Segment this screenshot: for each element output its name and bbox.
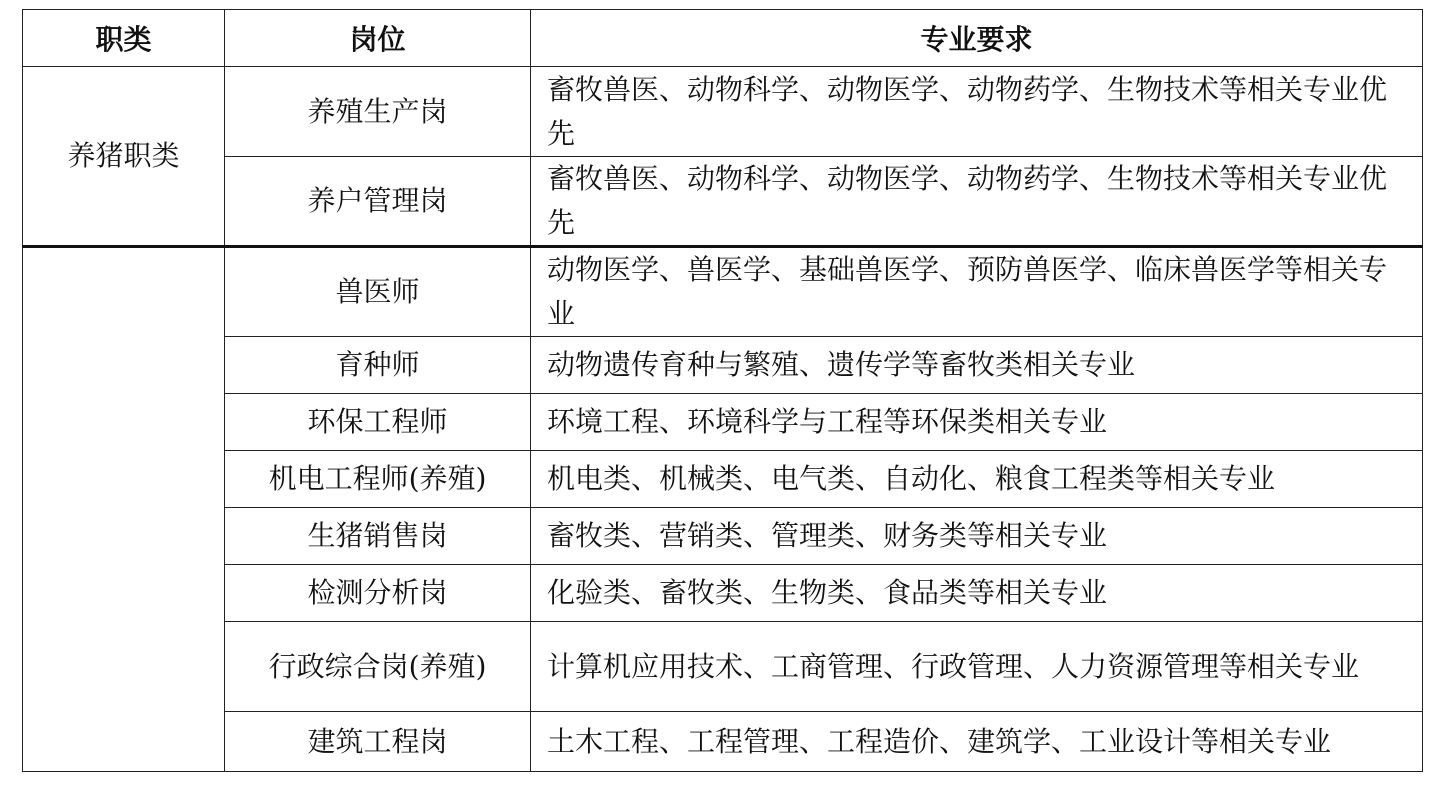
position-cell: 行政综合岗(养殖) [225, 622, 531, 712]
requirement-cell: 环境工程、环境科学与工程等环保类相关专业 [531, 394, 1423, 451]
position-cell: 兽医师 [225, 247, 531, 337]
header-position: 岗位 [225, 10, 531, 67]
requirement-cell: 机电类、机械类、电气类、自动化、粮食工程类等相关专业 [531, 451, 1423, 508]
position-cell: 建筑工程岗 [225, 712, 531, 772]
job-requirements-table [22, 9, 1423, 772]
category-cell [23, 247, 225, 772]
requirement-cell: 畜牧兽医、动物科学、动物医学、动物药学、生物技术等相关专业优先 [531, 157, 1423, 247]
position-cell: 养户管理岗 [225, 157, 531, 247]
table-row [23, 67, 1423, 157]
position-cell: 育种师 [225, 337, 531, 394]
category-cell: 养猪职类 [23, 67, 225, 247]
requirements-table-wrapper [22, 9, 1422, 772]
position-cell: 养殖生产岗 [225, 67, 531, 157]
table-row [23, 337, 1423, 394]
table-row [23, 565, 1423, 622]
position-cell: 环保工程师 [225, 394, 531, 451]
position-cell: 机电工程师(养殖) [225, 451, 531, 508]
table-row [23, 622, 1423, 712]
table-row [23, 394, 1423, 451]
table-row [23, 157, 1423, 247]
table-row [23, 508, 1423, 565]
table-header-row [23, 10, 1423, 67]
requirement-cell: 土木工程、工程管理、工程造价、建筑学、工业设计等相关专业 [531, 712, 1423, 772]
table-row [23, 712, 1423, 772]
requirement-cell: 计算机应用技术、工商管理、行政管理、人力资源管理等相关专业 [531, 622, 1423, 712]
table-row [23, 247, 1423, 337]
requirement-cell: 动物医学、兽医学、基础兽医学、预防兽医学、临床兽医学等相关专业 [531, 247, 1423, 337]
header-category: 职类 [23, 10, 225, 67]
table-row [23, 451, 1423, 508]
header-requirement: 专业要求 [531, 10, 1423, 67]
position-cell: 检测分析岗 [225, 565, 531, 622]
requirement-cell: 畜牧类、营销类、管理类、财务类等相关专业 [531, 508, 1423, 565]
requirement-cell: 动物遗传育种与繁殖、遗传学等畜牧类相关专业 [531, 337, 1423, 394]
position-cell: 生猪销售岗 [225, 508, 531, 565]
requirement-cell: 化验类、畜牧类、生物类、食品类等相关专业 [531, 565, 1423, 622]
requirement-cell: 畜牧兽医、动物科学、动物医学、动物药学、生物技术等相关专业优先 [531, 67, 1423, 157]
